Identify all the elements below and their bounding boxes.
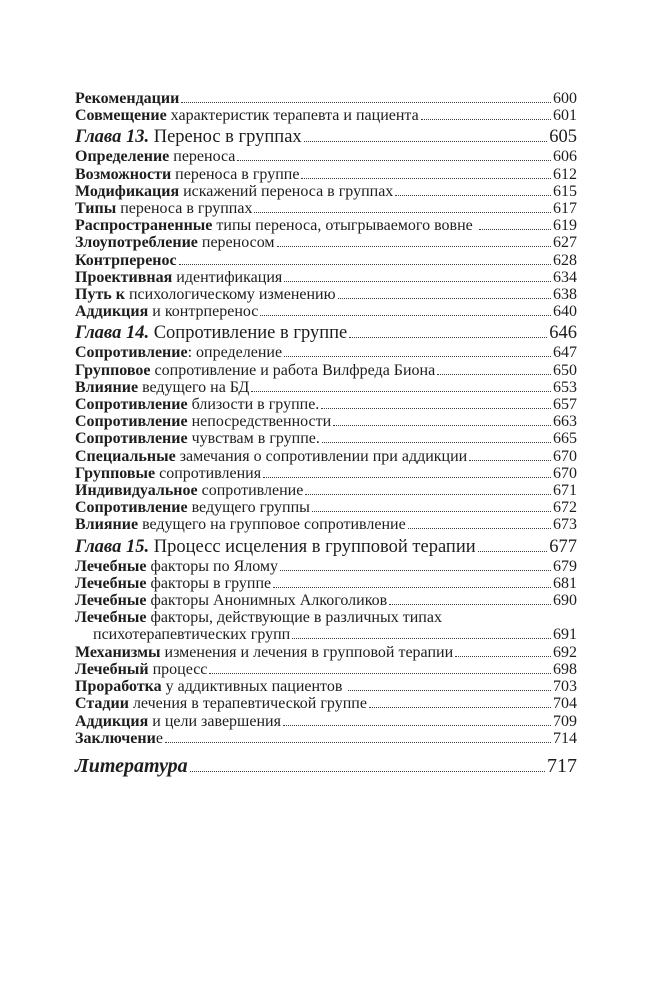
page-number: 612: [553, 165, 577, 183]
dot-leader: [273, 587, 551, 588]
entry-lead-word: Сопротивление: [75, 430, 188, 448]
toc-chapter-row: [75, 537, 577, 557]
entry-lead-word: Лечебные: [75, 574, 147, 592]
dot-leader: [349, 337, 547, 338]
entry-lead-word: Сопротивление: [75, 344, 188, 362]
dot-leader: [251, 391, 551, 392]
toc-entry-row: [75, 303, 577, 320]
entry-continuation-text: психотерапевтических групп: [93, 626, 291, 644]
entry-title-text: типы переноса, отыгрываемого вовне: [212, 217, 477, 235]
toc-entry-row: [75, 482, 577, 499]
entry-title-text: переноса в группах: [116, 200, 253, 218]
entry-lead-word: Лечебный: [75, 660, 149, 678]
toc-entry-row: [75, 90, 577, 107]
page-number: 646: [549, 323, 577, 344]
page-number: 677: [549, 536, 577, 557]
entry-lead-word: Индивидуальное: [75, 482, 198, 500]
entry-lead-word: Контрперенос: [75, 251, 177, 269]
entry-lead-word: Аддикция: [75, 712, 149, 730]
page-number: 692: [553, 643, 577, 661]
page-number: 698: [553, 660, 577, 678]
page-number: 601: [553, 107, 577, 125]
dot-leader: [284, 281, 551, 282]
dot-leader: [190, 771, 545, 772]
dot-leader: [284, 356, 551, 357]
entry-title-text: Перенос в группах: [149, 127, 302, 148]
entry-title-text: у аддиктивных пациентов: [161, 678, 347, 696]
toc-chapter-row: [75, 323, 577, 343]
dot-leader: [304, 141, 548, 142]
dot-leader: [181, 102, 551, 103]
toc-entry-row: [75, 396, 577, 413]
entry-lead-word: Проработка: [75, 678, 162, 696]
entry-title-text: Сопротивление в группе: [149, 323, 348, 344]
page-number: 691: [553, 626, 577, 644]
entry-lead-word: Глава 14.: [75, 323, 150, 344]
toc-entry-row: [75, 516, 577, 533]
dot-leader: [338, 298, 551, 299]
entry-title-text: искажений переноса в группах: [179, 182, 394, 200]
dot-leader: [322, 442, 551, 443]
entry-lead-word: Заключени: [75, 729, 156, 747]
entry-title-text: и цели завершения: [148, 712, 281, 730]
page-number: 606: [553, 148, 577, 166]
page-number: 619: [553, 217, 577, 235]
toc-entry-row: [75, 430, 577, 447]
toc-entry-row: [75, 678, 577, 695]
toc-entry-row: [75, 200, 577, 217]
dot-leader: [321, 408, 551, 409]
entry-title-text: е: [155, 729, 163, 747]
dot-leader: [277, 246, 551, 247]
entry-title-text: чувствам в группе.: [187, 430, 320, 448]
toc-entry-row: [75, 286, 577, 303]
entry-lead-word: Определение: [75, 148, 170, 166]
page-number: 617: [553, 200, 577, 218]
dot-leader: [237, 160, 551, 161]
page-number: 665: [553, 430, 577, 448]
page-number: 673: [553, 516, 577, 534]
dot-leader: [165, 742, 551, 743]
entry-title-text: лечения в терапевтической группе: [128, 695, 367, 713]
page-number: 615: [553, 182, 577, 200]
entry-lead-word: Аддикция: [75, 303, 149, 321]
page-number: 703: [553, 678, 577, 696]
toc-entry-row: [75, 217, 577, 234]
toc-entry-row: [75, 695, 577, 712]
page-number: 640: [553, 303, 577, 321]
entry-lead-word: Специальные: [75, 447, 176, 465]
entry-title-text: переноса в группе: [171, 165, 300, 183]
toc-entry-row: [75, 148, 577, 165]
toc-entry-row: [75, 107, 577, 124]
toc-literature-row: [75, 755, 577, 777]
entry-lead-word: Лечебные: [75, 609, 147, 627]
toc-entry-row: [75, 644, 577, 661]
entry-title-text: Процесс исцеления в групповой терапии: [149, 536, 476, 557]
toc-entry-row: [75, 448, 577, 465]
entry-title-text: факторы по Ялому: [146, 557, 279, 575]
entry-lead-word: Проективная: [75, 268, 173, 286]
dot-leader: [263, 477, 551, 478]
dot-leader: [395, 195, 551, 196]
dot-leader: [479, 229, 551, 230]
dot-leader: [292, 638, 551, 639]
page-number: 627: [553, 234, 577, 252]
entry-lead-word: Групповые: [75, 464, 156, 482]
toc-entry-row: [75, 183, 577, 200]
entry-lead-word: Лечебные: [75, 592, 147, 610]
toc-entry-row: [75, 269, 577, 286]
entry-lead-word: Рекомендации: [75, 90, 180, 107]
entry-lead-word: Сопротивление: [75, 499, 188, 517]
entry-lead-word: Лечебные: [75, 557, 147, 575]
page-number: 605: [549, 127, 577, 148]
page-number: 628: [553, 251, 577, 269]
page-number: 690: [553, 592, 577, 610]
entry-title-text: близости в группе.: [187, 396, 320, 414]
page-number: 679: [553, 557, 577, 575]
dot-leader: [478, 551, 548, 552]
entry-lead-word: Типы: [75, 200, 117, 218]
entry-title-text: психологическому изменению: [124, 286, 336, 304]
toc-entry-row: [75, 609, 577, 626]
entry-title-text: и контрперенос: [148, 303, 259, 321]
toc-entry-row: [75, 713, 577, 730]
entry-title-text: факторы в группе: [146, 574, 272, 592]
entry-title-text: процесс: [148, 660, 208, 678]
toc-entry-row: [75, 344, 577, 361]
entry-title-text: непосредственности: [187, 413, 332, 431]
page-number: 714: [553, 729, 577, 747]
page-number: 653: [553, 378, 577, 396]
entry-title-text: характеристик терапевта и пациента: [166, 107, 419, 125]
entry-lead-word: Сопротивление: [75, 413, 188, 431]
entry-lead-word: Возможности: [75, 165, 172, 183]
toc-entry-row: [75, 499, 577, 516]
toc-entry-row: [75, 379, 577, 396]
page-number: 704: [553, 695, 577, 713]
page-number: 717: [547, 754, 577, 777]
entry-lead-word: Совмещение: [75, 107, 167, 125]
page-number: 657: [553, 396, 577, 414]
entry-title-text: переносом: [197, 234, 275, 252]
entry-lead-word: Глава 15.: [75, 536, 150, 557]
page-number: 634: [553, 268, 577, 286]
entry-title-text: : определение: [187, 344, 283, 362]
dot-leader: [333, 425, 551, 426]
entry-title-text: ведущего на БД: [138, 378, 250, 396]
entry-lead-word: Групповое: [75, 361, 151, 379]
dot-leader: [369, 707, 551, 708]
toc-entry-row: [75, 465, 577, 482]
dot-leader: [179, 264, 551, 265]
dot-leader: [260, 315, 551, 316]
entry-lead-word: Стадии: [75, 695, 129, 713]
entry-lead-word: Влияние: [75, 516, 139, 534]
entry-title-text: сопротивление: [197, 482, 304, 500]
entry-lead-word: Путь к: [75, 286, 125, 304]
dot-leader: [408, 528, 551, 529]
entry-title-text: ведущего на групповое сопротивление: [138, 516, 406, 534]
toc-entry-row: [75, 252, 577, 269]
dot-leader: [283, 725, 551, 726]
toc-entry-row: [75, 592, 577, 609]
page-number: 709: [553, 712, 577, 730]
dot-leader: [312, 511, 551, 512]
page-number: 681: [553, 574, 577, 592]
entry-title-text: факторы Анонимных Алкоголиков: [146, 592, 388, 610]
entry-title-text: сопротивление и работа Вилфреда Биона: [150, 361, 436, 379]
entry-title-text: сопротивления: [155, 464, 262, 482]
entry-title-text: факторы, действующие в различных типах: [146, 609, 442, 627]
dot-leader: [280, 570, 551, 571]
toc-list: [75, 90, 577, 777]
dot-leader: [469, 460, 551, 461]
entry-lead-word: Влияние: [75, 378, 139, 396]
toc-entry-row: [75, 234, 577, 251]
dot-leader: [437, 374, 551, 375]
toc-entry-row: [75, 661, 577, 678]
entry-lead-word: Глава 13.: [75, 127, 150, 148]
dot-leader: [209, 673, 551, 674]
dot-leader: [348, 690, 551, 691]
entry-lead-word: Механизмы: [75, 643, 161, 661]
toc-entry-row: [75, 362, 577, 379]
dot-leader: [389, 604, 551, 605]
dot-leader: [301, 178, 551, 179]
entry-title-text: изменения и лечения в групповой терапии: [160, 643, 454, 661]
entry-lead-word: Модификация: [75, 182, 180, 200]
toc-chapter-row: [75, 127, 577, 147]
entry-lead-word: Сопротивление: [75, 396, 188, 414]
entry-title-text: замечания о сопротивлении при аддикции: [175, 447, 468, 465]
toc-entry-continuation-row: [75, 626, 577, 643]
page-number: 663: [553, 413, 577, 431]
toc-entry-row: [75, 558, 577, 575]
entry-lead-word: Злоупотребление: [75, 234, 198, 252]
entry-lead-word: Литература: [75, 754, 188, 777]
page-number: 600: [553, 90, 577, 107]
entry-title-text: идентификация: [172, 268, 283, 286]
page-number: 650: [553, 361, 577, 379]
toc-entry-row: [75, 730, 577, 747]
toc-entry-row: [75, 575, 577, 592]
entry-title-text: ведущего группы: [187, 499, 310, 517]
page-number: 672: [553, 499, 577, 517]
toc-entry-row: [75, 166, 577, 183]
page-number: 671: [553, 482, 577, 500]
toc-entry-row: [75, 413, 577, 430]
dot-leader: [254, 212, 551, 213]
dot-leader: [455, 656, 551, 657]
page-number: 638: [553, 286, 577, 304]
dot-leader: [421, 119, 551, 120]
entry-title-text: переноса: [169, 148, 236, 166]
entry-lead-word: Распространенные: [75, 217, 213, 235]
page-number: 647: [553, 344, 577, 362]
page-number: 670: [553, 464, 577, 482]
dot-leader: [305, 494, 551, 495]
page-number: 670: [553, 447, 577, 465]
